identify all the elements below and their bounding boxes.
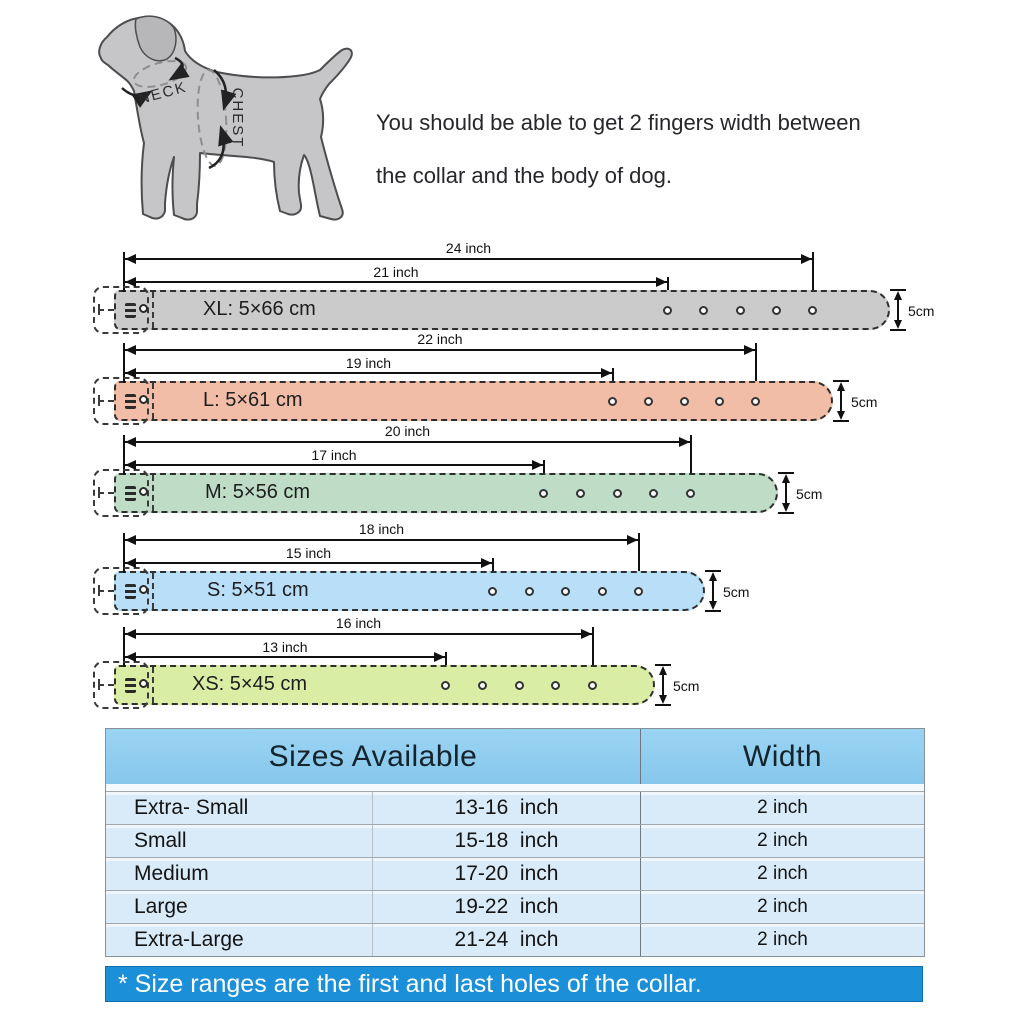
cell-width: 2 inch xyxy=(757,797,808,818)
cell-size: Extra-Large xyxy=(106,924,373,956)
collar-hole-xs xyxy=(515,681,524,690)
dog-illustration xyxy=(78,6,378,246)
buckle-prong-s xyxy=(98,590,114,592)
neck-label: NECK xyxy=(136,78,190,108)
instruction-line-1: You should be able to get 2 fingers width between xyxy=(376,110,861,135)
width-bar-bottom-s xyxy=(705,610,721,612)
inner-dim-label-m: 17 inch xyxy=(311,447,357,463)
chest-label: CHEST xyxy=(229,87,246,149)
width-arrow-down-xl xyxy=(894,320,902,329)
width-bar-bottom-m xyxy=(778,512,794,514)
table-row xyxy=(106,792,924,825)
outer-dim-line-xl xyxy=(125,258,812,260)
outer-tick-s xyxy=(638,533,640,571)
collar-hole-xs xyxy=(441,681,450,690)
inner-dim-line-m xyxy=(125,464,543,466)
inner-dim-label-s: 15 inch xyxy=(285,545,332,561)
outer-arrow-right-s xyxy=(627,535,638,545)
outer-arrow-right-xs xyxy=(581,629,592,639)
buckle-ring-xl xyxy=(139,304,148,313)
cell-size: Large xyxy=(106,891,373,923)
outer-arrow-left-l xyxy=(125,345,136,355)
buckle-inner-line-m xyxy=(152,475,154,511)
inner-tick-xs xyxy=(445,652,447,665)
width-label-s: 5cm xyxy=(723,584,750,600)
buckle-inner-line-xl xyxy=(152,292,154,328)
sizes-table xyxy=(105,728,925,957)
outer-arrow-right-l xyxy=(744,345,755,355)
outer-tick-l xyxy=(755,343,757,381)
buckle-clasp-xs xyxy=(125,678,136,693)
table-row xyxy=(106,924,924,956)
outer-arrow-right-xl xyxy=(801,254,812,264)
outer-tick-xl xyxy=(812,252,814,290)
buckle-prong-m xyxy=(98,492,114,494)
cell-range: 15-18 inch xyxy=(373,825,641,857)
inner-arrow-left-s xyxy=(125,558,136,568)
collar-hole-m xyxy=(686,489,695,498)
collar-hole-l xyxy=(751,397,760,406)
inner-dim-line-s xyxy=(125,562,492,564)
inner-dim-line-l xyxy=(125,372,612,374)
cell-width: 2 inch xyxy=(757,929,808,950)
cell-width: 2 inch xyxy=(757,863,808,884)
buckle-inner-line-l xyxy=(152,383,154,419)
collar-hole-s xyxy=(525,587,534,596)
width-arrow-down-xs xyxy=(659,695,667,704)
collar-hole-m xyxy=(613,489,622,498)
outer-arrow-left-xl xyxy=(125,254,136,264)
buckle-prong-tip-xs xyxy=(98,679,100,690)
width-arrow-up-s xyxy=(709,572,717,581)
outer-tick-m xyxy=(690,435,692,473)
buckle-prong-xl xyxy=(98,309,114,311)
width-arrow-up-l xyxy=(837,382,845,391)
width-label-xl: 5cm xyxy=(908,303,935,319)
collar-label-l: L: 5×61 cm xyxy=(203,389,303,411)
table-row xyxy=(106,891,924,924)
collar-hole-xs xyxy=(588,681,597,690)
buckle-prong-tip-l xyxy=(98,395,100,406)
inner-tick-xl xyxy=(667,277,669,290)
buckle-prong-tip-xl xyxy=(98,304,100,315)
buckle-clasp-m xyxy=(125,486,136,501)
collar-label-m: M: 5×56 cm xyxy=(205,481,311,503)
inner-arrow-left-xl xyxy=(125,277,136,287)
collar-hole-s xyxy=(598,587,607,596)
inner-arrow-right-xs xyxy=(434,652,445,662)
width-arrow-down-l xyxy=(837,411,845,420)
outer-arrow-left-m xyxy=(125,437,136,447)
inner-dim-line-xs xyxy=(125,656,445,658)
outer-dim-line-l xyxy=(125,349,755,351)
outer-dim-line-m xyxy=(125,441,690,443)
collar-hole-m xyxy=(539,489,548,498)
width-arrow-up-xs xyxy=(659,666,667,675)
buckle-clasp-xl xyxy=(125,303,136,318)
collar-label-xs: XS: 5×45 cm xyxy=(192,673,308,695)
inner-arrow-right-s xyxy=(481,558,492,568)
table-row xyxy=(106,858,924,891)
buckle-ring-l xyxy=(139,395,148,404)
inner-dim-label-xl: 21 inch xyxy=(373,264,419,280)
width-arrow-up-xl xyxy=(894,291,902,300)
buckle-prong-l xyxy=(98,400,114,402)
inner-arrow-right-m xyxy=(532,460,543,470)
collar-hole-xl xyxy=(808,306,817,315)
buckle-prong-tip-s xyxy=(98,585,100,596)
collar-hole-l xyxy=(644,397,653,406)
outer-dim-label-xl: 24 inch xyxy=(445,240,492,256)
collar-hole-m xyxy=(576,489,585,498)
inner-dim-line-xl xyxy=(125,281,667,283)
collar-hole-xs xyxy=(478,681,487,690)
collar-hole-s xyxy=(488,587,497,596)
width-bar-bottom-xl xyxy=(890,329,906,331)
collar-hole-xl xyxy=(663,306,672,315)
width-label-xs: 5cm xyxy=(673,678,700,694)
collar-label-xl: XL: 5×66 cm xyxy=(203,298,316,320)
outer-dim-line-xs xyxy=(125,633,592,635)
outer-dim-label-s: 18 inch xyxy=(358,521,405,537)
buckle-inner-line-xs xyxy=(152,667,154,703)
inner-tick-l xyxy=(612,368,614,381)
buckle-ring-m xyxy=(139,487,148,496)
inner-tick-m xyxy=(543,460,545,473)
cell-range: 17-20 inch xyxy=(373,858,641,890)
table-header-row xyxy=(106,729,924,784)
outer-dim-line-s xyxy=(125,539,638,541)
outer-tick-xs xyxy=(592,627,594,665)
buckle-prong-xs xyxy=(98,684,114,686)
width-arrow-down-s xyxy=(709,601,717,610)
table-header-gap xyxy=(106,784,924,792)
cell-size: Small xyxy=(106,825,373,857)
cell-width: 2 inch xyxy=(757,830,808,851)
footnote-bar: * Size ranges are the first and last holes of the collar. xyxy=(105,966,923,1002)
buckle-ring-s xyxy=(139,585,148,594)
inner-arrow-right-xl xyxy=(656,277,667,287)
outer-dim-label-xs: 16 inch xyxy=(335,615,382,631)
collar-band-s xyxy=(114,571,705,611)
collar-hole-l xyxy=(608,397,617,406)
collar-hole-xl xyxy=(772,306,781,315)
width-bar-bottom-l xyxy=(833,420,849,422)
width-arrow-up-m xyxy=(782,474,790,483)
collar-hole-l xyxy=(680,397,689,406)
table-row xyxy=(106,825,924,858)
collar-hole-s xyxy=(561,587,570,596)
inner-tick-s xyxy=(492,558,494,571)
instruction-line-2: the collar and the body of dog. xyxy=(376,163,672,188)
cell-range: 19-22 inch xyxy=(373,891,641,923)
inner-arrow-left-xs xyxy=(125,652,136,662)
cell-size: Medium xyxy=(106,858,373,890)
width-arrow-down-m xyxy=(782,503,790,512)
table-header-width: Width xyxy=(742,739,823,773)
collar-label-s: S: 5×51 cm xyxy=(207,579,309,601)
width-label-m: 5cm xyxy=(796,486,823,502)
inner-arrow-left-m xyxy=(125,460,136,470)
cell-range: 21-24 inch xyxy=(373,924,641,956)
buckle-clasp-s xyxy=(125,584,136,599)
inner-arrow-right-l xyxy=(601,368,612,378)
outer-arrow-left-xs xyxy=(125,629,136,639)
width-label-l: 5cm xyxy=(851,394,878,410)
cell-range: 13-16 inch xyxy=(373,792,641,824)
table-header-sizes: Sizes Available xyxy=(106,729,641,784)
collar-hole-s xyxy=(634,587,643,596)
outer-arrow-right-m xyxy=(679,437,690,447)
buckle-prong-tip-m xyxy=(98,487,100,498)
outer-dim-label-l: 22 inch xyxy=(417,331,463,347)
width-bar-bottom-xs xyxy=(655,704,671,706)
buckle-clasp-l xyxy=(125,394,136,409)
collar-hole-xl xyxy=(736,306,745,315)
outer-arrow-left-s xyxy=(125,535,136,545)
buckle-inner-line-s xyxy=(152,573,154,609)
buckle-ring-xs xyxy=(139,679,148,688)
inner-arrow-left-l xyxy=(125,368,136,378)
cell-width: 2 inch xyxy=(757,896,808,917)
inner-dim-label-xs: 13 inch xyxy=(262,639,308,655)
inner-dim-label-l: 19 inch xyxy=(345,355,392,371)
cell-size: Extra- Small xyxy=(106,792,373,824)
outer-dim-label-m: 20 inch xyxy=(384,423,431,439)
